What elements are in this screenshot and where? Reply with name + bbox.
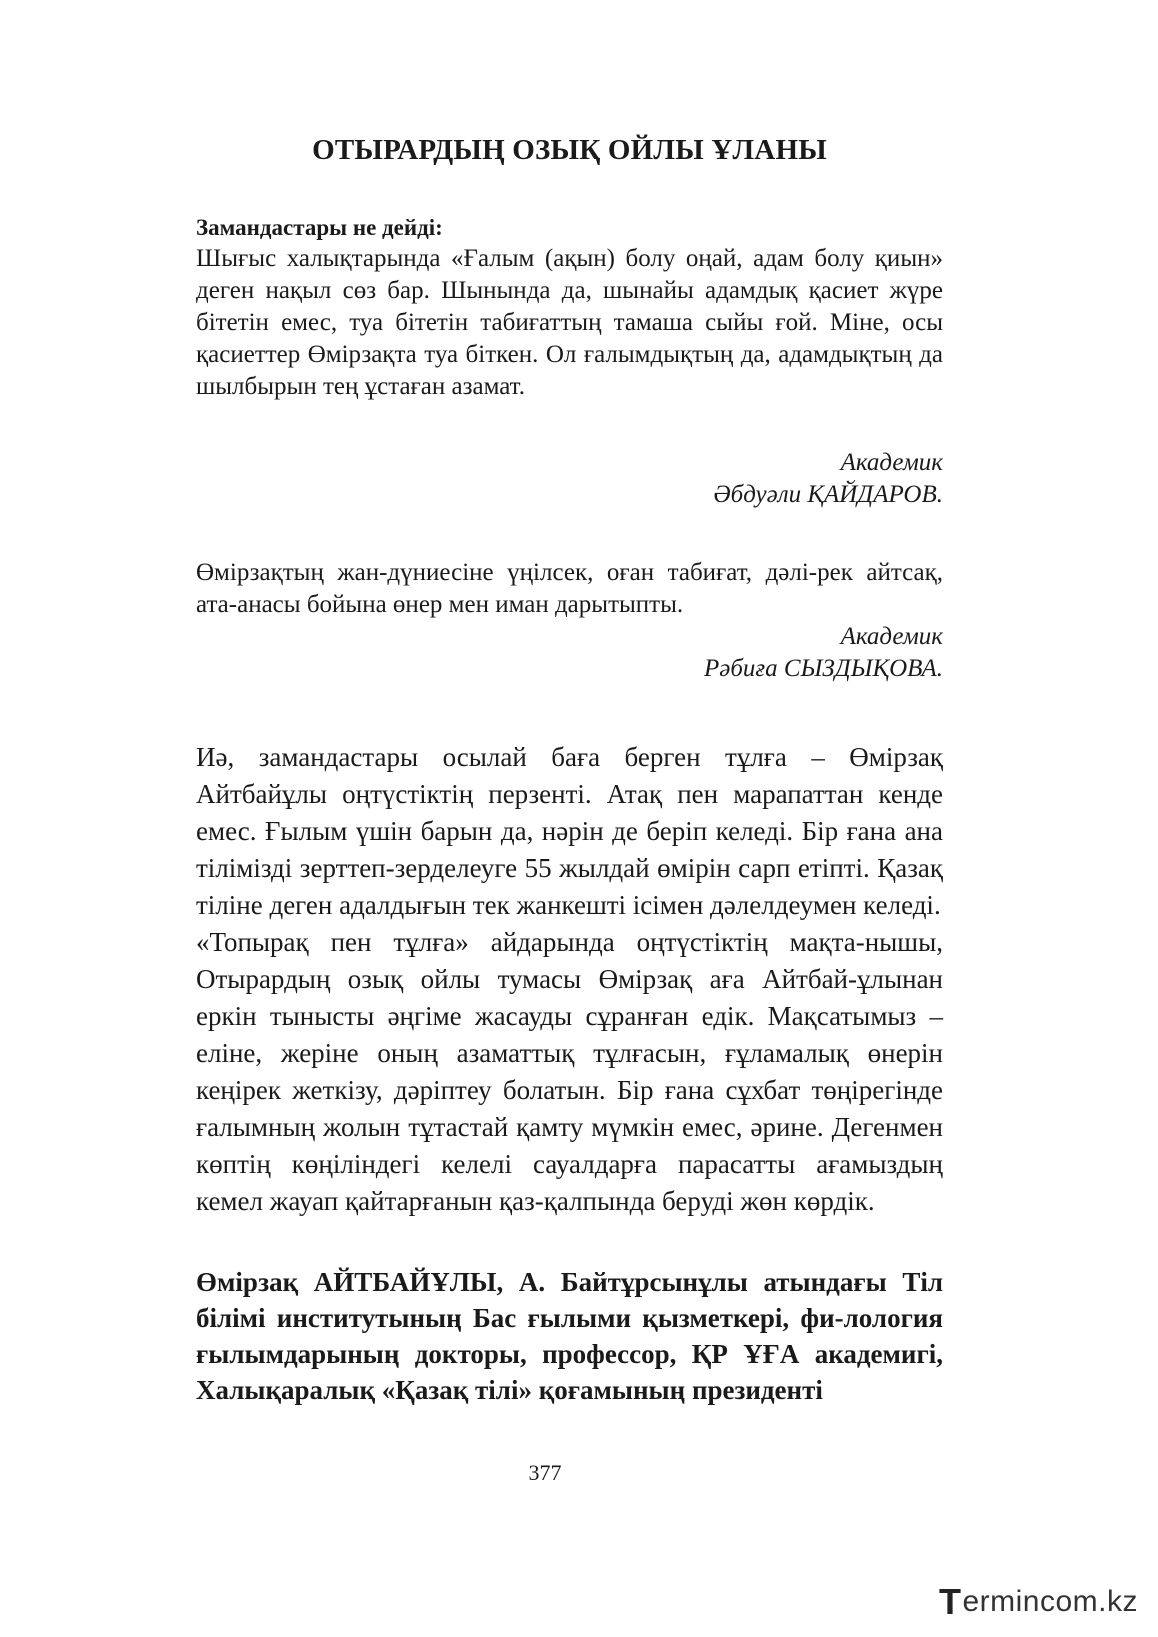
watermark-logo — [939, 1581, 1138, 1623]
quote-role-1: Академик — [840, 449, 943, 476]
watermark-text: ermincom.kz — [962, 1585, 1138, 1618]
bio-paragraph: Өмірзақ АЙТБАЙҰЛЫ, А. Байтұрсынұлы атындағы Тіл білімі институтының Бас ғылыми қызметкері, фи-лология ғылымдарының докторы, профессор, ҚР ҰҒА академигі, Халықаралық «Қазақ тілі» қоғамының президенті — [196, 1267, 943, 1405]
page-number: 377 — [528, 1460, 562, 1485]
body-paragraph-1: Иә, замандастары осылай баға берген тұлға – Өмірзақ Айтбайұлы оңтүстіктің перзенті. Атақ пен марапаттан кенде емес. Ғылым үшін барын да, нәрін де беріп келеді. Бір ғана ана тілімізді зерттеп-зерделеуге 55 жылдай өмірін сарп етіпті. Қазақ тіліне деген адалдығын тек жанкешті ісімен дәлелдеумен келеді. — [196, 742, 943, 920]
section-subheading: Замандастары не дейді: — [196, 215, 443, 240]
quote-author-1: Әбдуәли ҚАЙДАРОВ. — [713, 481, 943, 508]
quote-text-2: Өмірзақтың жан-дүниесіне үңілсек, оған табиғат, дәлі-рек айтсақ, ата-анасы бойына өнер мен иман дарытыпты. — [196, 559, 943, 618]
page-title: ОТЫРАРДЫҢ ОЗЫҚ ОЙЛЫ ҰЛАНЫ — [312, 134, 827, 166]
quote-role-2: Академик — [840, 623, 943, 650]
watermark-first-letter: T — [938, 1581, 962, 1622]
body-paragraph-2: «Топырақ пен тұлға» айдарында оңтүстіктің мақта-нышы, Отырардың озық ойлы тумасы Өмірзақ аға Айтбай-ұлынан еркін тынысты әңгіме жасауды сұранған едік. Мақсатымыз – еліне, жеріне оның азаматтық тұлғасын, ғұламалық өнерін кеңірек жеткізу, дәріптеу болатын. Бір ғана сұхбат төңірегінде ғалымның жолын тұтастай қамту мүмкін емес, әрине. Дегенмен көптің көңіліндегі келелі сауалдарға парасатты ағамыздың кемел жауап қайтарғанын қаз-қалпында беруді жөн көрдік. — [196, 927, 943, 1216]
page-content — [196, 120, 943, 1408]
quote-author-2: Рәбиға СЫЗДЫҚОВА. — [703, 655, 943, 682]
quote-text-1: Шығыс халықтарында «Ғалым (ақын) болу оңай, адам болу қиын» деген нақыл сөз бар. Шынында да, шынайы адамдық қасиет жүре бітетін емес, туа бітетін табиғаттың тамаша сыйы ғой. Міне, осы қасиеттер Өмірзақта туа біткен. Ол ғалымдықтың да, адамдықтың да шылбырын тең ұстаған азамат. — [196, 245, 943, 400]
